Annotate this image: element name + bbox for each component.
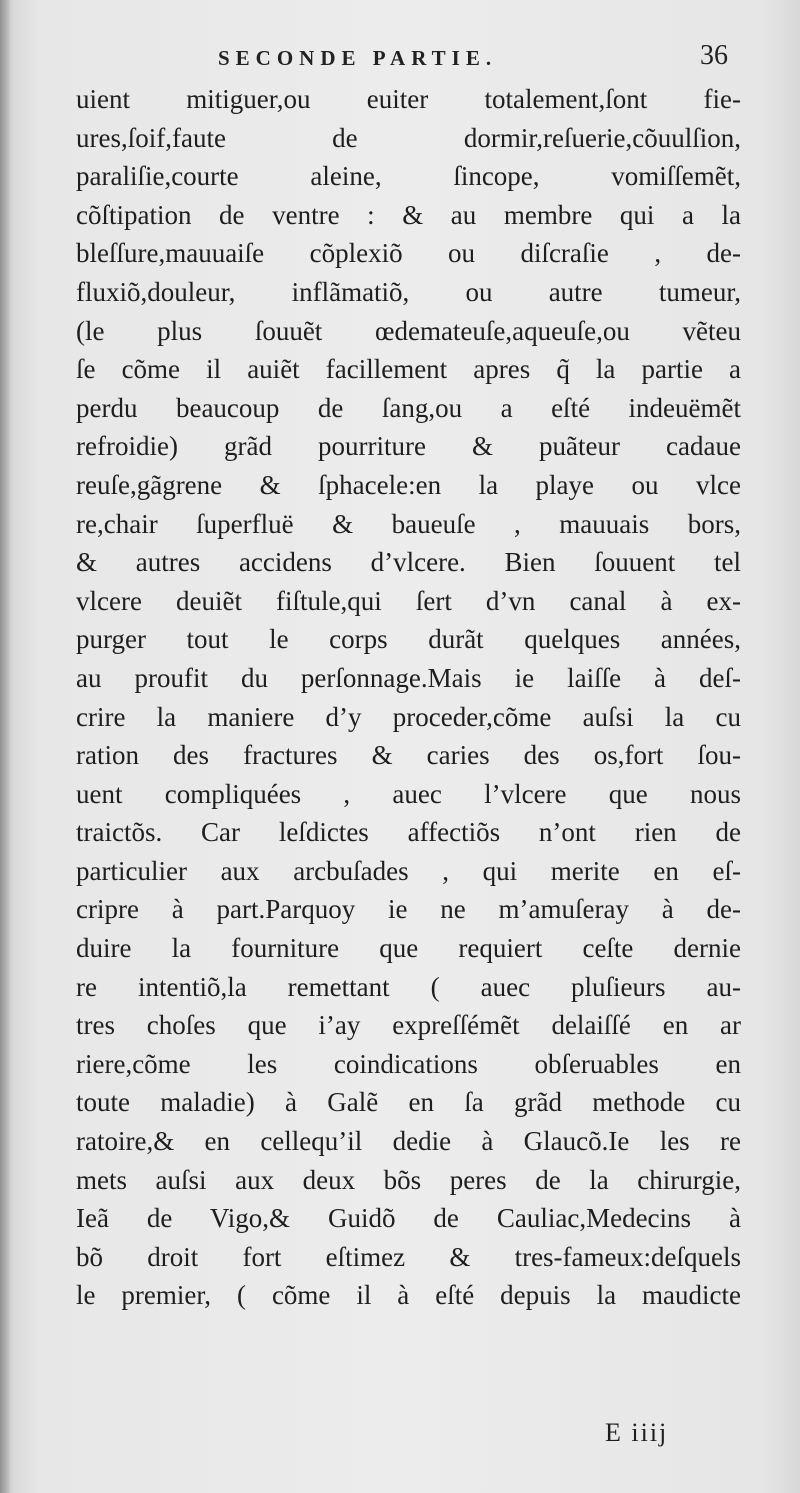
text-line: duire la fourniture que requiert ceſte dernie — [76, 933, 741, 964]
text-line: refroidie) grãd pourriture & puãteur cadaue — [76, 431, 741, 462]
text-line: ſe cõme il auiẽt facillement apres q̃ la partie a — [76, 354, 741, 385]
text-line: crire la maniere d’y proceder,cõme auſsi la cu — [76, 701, 741, 732]
text-line: reuſe,gãgrene & ſphacele:en la playe ou vlce — [76, 469, 741, 500]
text-line: ratoire,& en cellequ’il dedie à Glaucõ.Ie les re — [76, 1126, 741, 1157]
text-line: vlcere deuiẽt fiſtule,qui ſert d’vn canal à ex- — [76, 585, 741, 616]
text-line: re intentiõ,la remettant ( auec pluſieurs au- — [76, 971, 741, 1002]
text-line: Ieã de Vigo,& Guidõ de Cauliac,Medecins à — [76, 1203, 741, 1234]
signature-mark: E iiij — [605, 1418, 669, 1447]
text-line: au proufit du perſonnage.Mais ie laiſſe à deſ- — [76, 662, 741, 693]
page-gutter-shadow — [0, 0, 10, 1493]
text-line: bleſſure,mauuaiſe cõplexiõ ou diſcraſie , de- — [76, 238, 741, 269]
text-line: tres choſes que i’ay expreſſémẽt delaiſſé en ar — [76, 1010, 741, 1041]
body-text — [76, 80, 741, 1315]
text-line: perdu beaucoup de ſang,ou a eſté indeuëmẽt — [76, 392, 741, 423]
text-line: paraliſie,courte aleine, ſincope, vomiſſemẽt, — [76, 161, 741, 192]
text-line: cõſtipation de ventre : & au membre qui a la — [76, 199, 741, 230]
text-line: (le plus ſouuẽt œdemateuſe,aqueuſe,ou vẽteu — [76, 315, 741, 346]
text-line: ures,ſoif,faute de dormir,reſuerie,cõuulſion, — [76, 122, 741, 153]
running-title: SECONDE PARTIE. — [218, 46, 498, 70]
text-line: riere,cõme les coindications obſeruables en — [76, 1048, 741, 1079]
text-line: ration des fractures & caries des os,fort ſou- — [76, 740, 741, 771]
text-line: bõ droit fort eſtimez & tres-fameux:deſquels — [76, 1241, 741, 1272]
page-number: 36 — [700, 40, 728, 71]
text-line: purger tout le corps durãt quelques années, — [76, 624, 741, 655]
text-line: toute maladie) à Galẽ en ſa grãd methode cu — [76, 1087, 741, 1118]
text-line: traictõs. Car leſdictes affectiõs n’ont rien de — [76, 817, 741, 848]
text-line: cripre à part.Parquoy ie ne m’amuſeray à de- — [76, 894, 741, 925]
text-line: & autres accidens d’vlcere. Bien ſouuent tel — [76, 547, 741, 578]
text-line: re,chair ſuperfluë & baueuſe , mauuais bors, — [76, 508, 741, 539]
text-line: le premier, ( cõme il à eſté depuis la maudicte — [76, 1280, 741, 1311]
text-line: mets auſsi aux deux bõs peres de la chirurgie, — [76, 1164, 741, 1195]
text-line: uient mitiguer,ou euiter totalement,ſont fie- — [76, 84, 741, 114]
text-line: particulier aux arcbuſades , qui merite en eſ- — [76, 855, 741, 886]
text-line: fluxiõ,douleur, inflãmatiõ, ou autre tumeur, — [76, 276, 741, 307]
text-line: uent compliquées , auec l’vlcere que nous — [76, 778, 741, 809]
